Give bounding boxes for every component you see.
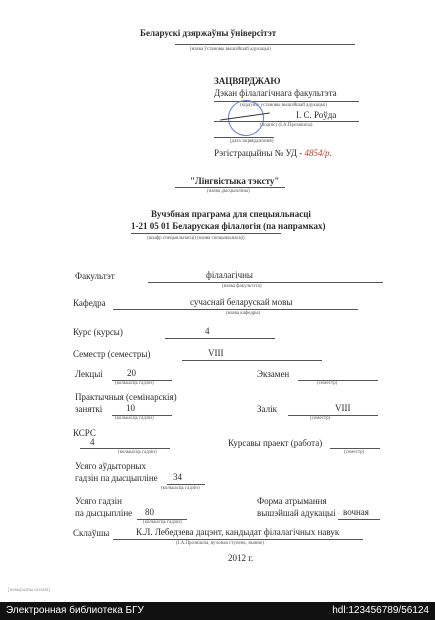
- form-label-1: Форма атрымання: [257, 496, 327, 506]
- form-line: [338, 519, 380, 520]
- coursework-line: [330, 448, 380, 449]
- program-caption: (шыфр спецыяльнасці) (назва спецыяльнасці): [147, 236, 245, 241]
- author-label: Склаўшы: [73, 528, 110, 538]
- year: 2012 г.: [228, 553, 254, 563]
- approval-position-caption: (кіраўнік установы вышэйшай адукацыі): [240, 103, 328, 108]
- practical-caption: (колькасць гадзін): [115, 416, 154, 421]
- total-label-1: Усяго аўдыторных: [75, 461, 146, 471]
- course-label: Курс (курсы): [73, 327, 123, 337]
- chair-label: Кафедра: [73, 298, 106, 308]
- chair-caption: (назва кафедры): [226, 311, 261, 316]
- author-line: [113, 539, 363, 540]
- practical-label-1: Практычныя (семінарскія): [75, 392, 177, 402]
- total-line: [167, 484, 205, 485]
- coursework-label: Курсавы праект (работа): [228, 438, 323, 448]
- credit-line: [288, 415, 378, 416]
- program-line1: Вучэбная праграма для спецыяльнасці: [151, 209, 311, 219]
- faculty-line: [148, 282, 383, 283]
- faculty-value: філалагічны: [206, 270, 253, 280]
- coursework-caption: (семестр): [344, 450, 365, 455]
- form-label-2: вышэйшай адукацыі: [257, 508, 336, 518]
- registration-number: 4854/р.: [304, 148, 332, 158]
- credit-label: Залік: [257, 404, 277, 414]
- total-caption: (колькасць гадзін): [161, 486, 200, 491]
- side-stamp: [невыразны штамп]: [8, 588, 51, 593]
- exam-label: Экзамен: [257, 369, 290, 379]
- all-value: 80: [145, 507, 154, 517]
- program-line: [131, 233, 281, 234]
- chair-value: сучаснай беларускай мовы: [190, 297, 293, 307]
- exam-caption: (семестр): [317, 381, 338, 386]
- author-caption: (І.А.Прозвішча, вучоная ступень, званне): [176, 541, 264, 546]
- signature-name: І. С. Роўда: [296, 110, 337, 120]
- all-label-2: па дысцыпліне: [75, 508, 133, 518]
- registration-label: Рэгістрацыйны № УД -: [214, 148, 305, 158]
- credit-value: VIII: [335, 403, 351, 413]
- all-label-1: Усяго гадзін: [75, 496, 122, 506]
- date-caption: (дата зацвярджэння): [230, 139, 274, 144]
- signature-caption: (подпіс) (І.А.Прозвішча): [260, 123, 313, 128]
- credit-caption: (семестр): [310, 416, 331, 421]
- semester-value: VIII: [208, 348, 224, 358]
- practical-label-2: заняткі: [75, 404, 103, 414]
- ksrs-label: КСРС: [73, 428, 96, 438]
- author-value: К.Л. Лебедзева дацэнт, кандыдат філалагічных навук: [136, 527, 340, 537]
- registration: [214, 148, 332, 158]
- university-underline: [175, 44, 355, 45]
- signature-line: [214, 121, 359, 122]
- lectures-caption: (колькасць гадзін): [115, 381, 154, 386]
- practical-value: 10: [126, 403, 135, 413]
- footer-handle: hdl:123456789/56124: [332, 605, 429, 616]
- semester-line: [182, 360, 322, 361]
- lectures-value: 20: [127, 368, 136, 378]
- date-line: [214, 137, 274, 138]
- total-value: 34: [173, 472, 182, 482]
- ksrs-line: [80, 448, 170, 449]
- faculty-caption: (назва факультэта): [222, 284, 262, 289]
- semester-label: Семестр (семестры): [73, 349, 151, 359]
- discipline-title: "Лінгвістыка тэксту": [190, 176, 280, 186]
- faculty-label: Факультэт: [75, 271, 115, 281]
- course-value: 4: [205, 326, 210, 336]
- university-name: Беларускі дзяржаўны ўніверсітэт: [140, 28, 277, 38]
- discipline-caption: (назва дысцыпліны): [207, 189, 250, 194]
- ksrs-value: 4: [90, 437, 95, 447]
- form-value: вочная: [343, 507, 369, 517]
- lectures-label: Лекцыі: [75, 369, 103, 379]
- program-line2: 1-21 05 01 Беларуская філалогія (па напрамках): [131, 221, 326, 231]
- all-caption: (колькасць гадзін): [143, 520, 182, 525]
- discipline-line: [175, 187, 285, 188]
- approval-position: Дэкан філалагічнага факультэта: [214, 88, 337, 98]
- library-footer: [0, 602, 435, 620]
- exam-line: [298, 380, 378, 381]
- chair-line: [113, 309, 358, 310]
- ksrs-caption: (колькасць гадзін): [118, 450, 157, 455]
- footer-library: Электронная библиотека БГУ: [6, 605, 144, 616]
- total-label-2: гадзін па дысцыпліне: [75, 473, 158, 483]
- approval-title: ЗАЦВЯРДЖАЮ: [214, 76, 281, 86]
- university-caption: (назва ўстановы вышэйшай адукацыі): [190, 47, 271, 52]
- course-line: [165, 338, 275, 339]
